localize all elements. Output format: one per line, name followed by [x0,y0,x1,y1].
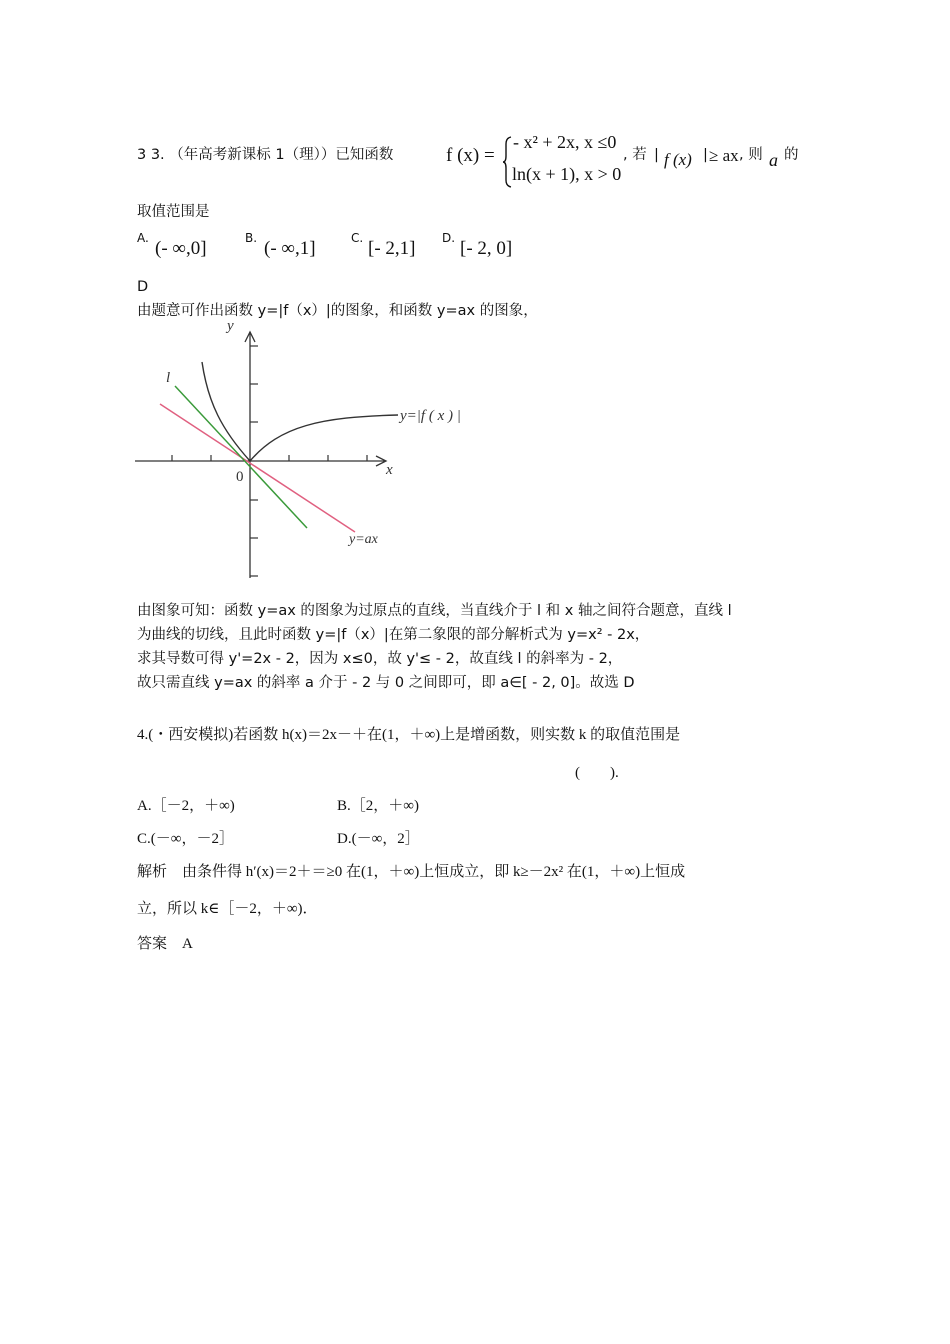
q3-option-c-letter: C. [351,231,364,245]
q3-ruo: , 若 [623,147,647,163]
q3-option-b-letter: B. [245,231,258,245]
q3-option-d-letter: D. [442,231,456,245]
q4-analysis-line-1: 解析 由条件得 h′(x)＝2＋＝≥0 在(1，＋∞)上恒成立，即 k≥－2x² 在(1，＋∞)上恒成 [137,864,686,880]
q3-ze: , 则 [739,147,763,163]
q3-abs-fx: f (x) [664,150,692,169]
q3-explain-line-1: 由图象可知：函数 y=ax 的图象为过原点的直线，当直线介于 l 和 x 轴之间符合题意，直线 l [137,603,732,619]
line-label: y=ax [349,532,378,547]
q3-explain-line-3: 求其导数可得 y'=2x - 2，因为 x≤0，故 y'≤ - 2，故直线 l 的斜率为 - 2， [137,651,623,667]
q3-de: 的 [784,147,799,163]
q3-abs-open: | [654,147,659,163]
q3-fx-label: f (x) = [446,145,495,166]
curve-right-branch [250,415,398,461]
q3-option-c-value: [- 2,1] [368,238,416,259]
curve-left-branch [202,362,250,461]
tangent-l-label: l [166,370,171,386]
q3-piece-1: - x² + 2x, x ≤0 [513,132,617,152]
q3-piece-2: ln(x + 1), x > 0 [512,164,622,184]
q4-answer: 答案 A [137,936,193,952]
q3-stem-line2: 取值范围是 [137,204,210,220]
q3-option-b-value: (- ∞,1] [264,238,316,259]
x-axis-ticks [172,455,367,461]
q4-option-b: B.［2，＋∞) [337,798,419,814]
q3-abs-close: | [703,147,708,163]
q3-option-d-value: [- 2, 0] [460,238,513,259]
q4-paren: ( ). [575,765,619,781]
q3-a-var: a [769,150,778,170]
q3-intro: 由题意可作出函数 y=|f（x）|的图象，和函数 y=ax 的图象， [137,303,538,319]
q3-answer: D [137,279,149,295]
q4-option-a: A.［－2，＋∞) [137,798,235,814]
q3-option-a-letter: A. [137,231,149,245]
tangent-line-l [175,386,307,528]
origin-label: 0 [236,469,244,485]
q4-stem: 4.(・西安模拟)若函数 h(x)＝2x－＋在(1，＋∞)上是增函数，则实数 k 的取值范围是 [137,727,681,743]
q4-analysis-line-2: 立，所以 k∈［－2，＋∞)． [137,901,318,917]
q3-stem-prefix: 3 3. （年高考新课标 1（理））已知函数 [137,147,394,163]
q3-option-a-value: (- ∞,0] [155,238,207,259]
q3-explain-line-4: 故只需直线 y=ax 的斜率 a 介于 - 2 与 0 之间即可，即 a∈[ - 2, 0]。故选 D [137,675,635,691]
piecewise-brace-icon [502,136,512,188]
curve-label: y=|f ( x ) | [400,408,461,424]
q3-ge-ax: ≥ ax [709,146,739,165]
q4-option-c: C.(－∞，－2］ [137,831,234,847]
function-graph [130,318,490,583]
x-axis-label: x [386,462,393,478]
q3-explain-line-2: 为曲线的切线，且此时函数 y=|f（x）|在第二象限的部分解析式为 y=x² - 2x， [137,627,650,643]
line-y-ax [160,404,355,532]
q4-option-d: D.(－∞，2］ [337,831,420,847]
y-axis-label: y [227,318,234,334]
